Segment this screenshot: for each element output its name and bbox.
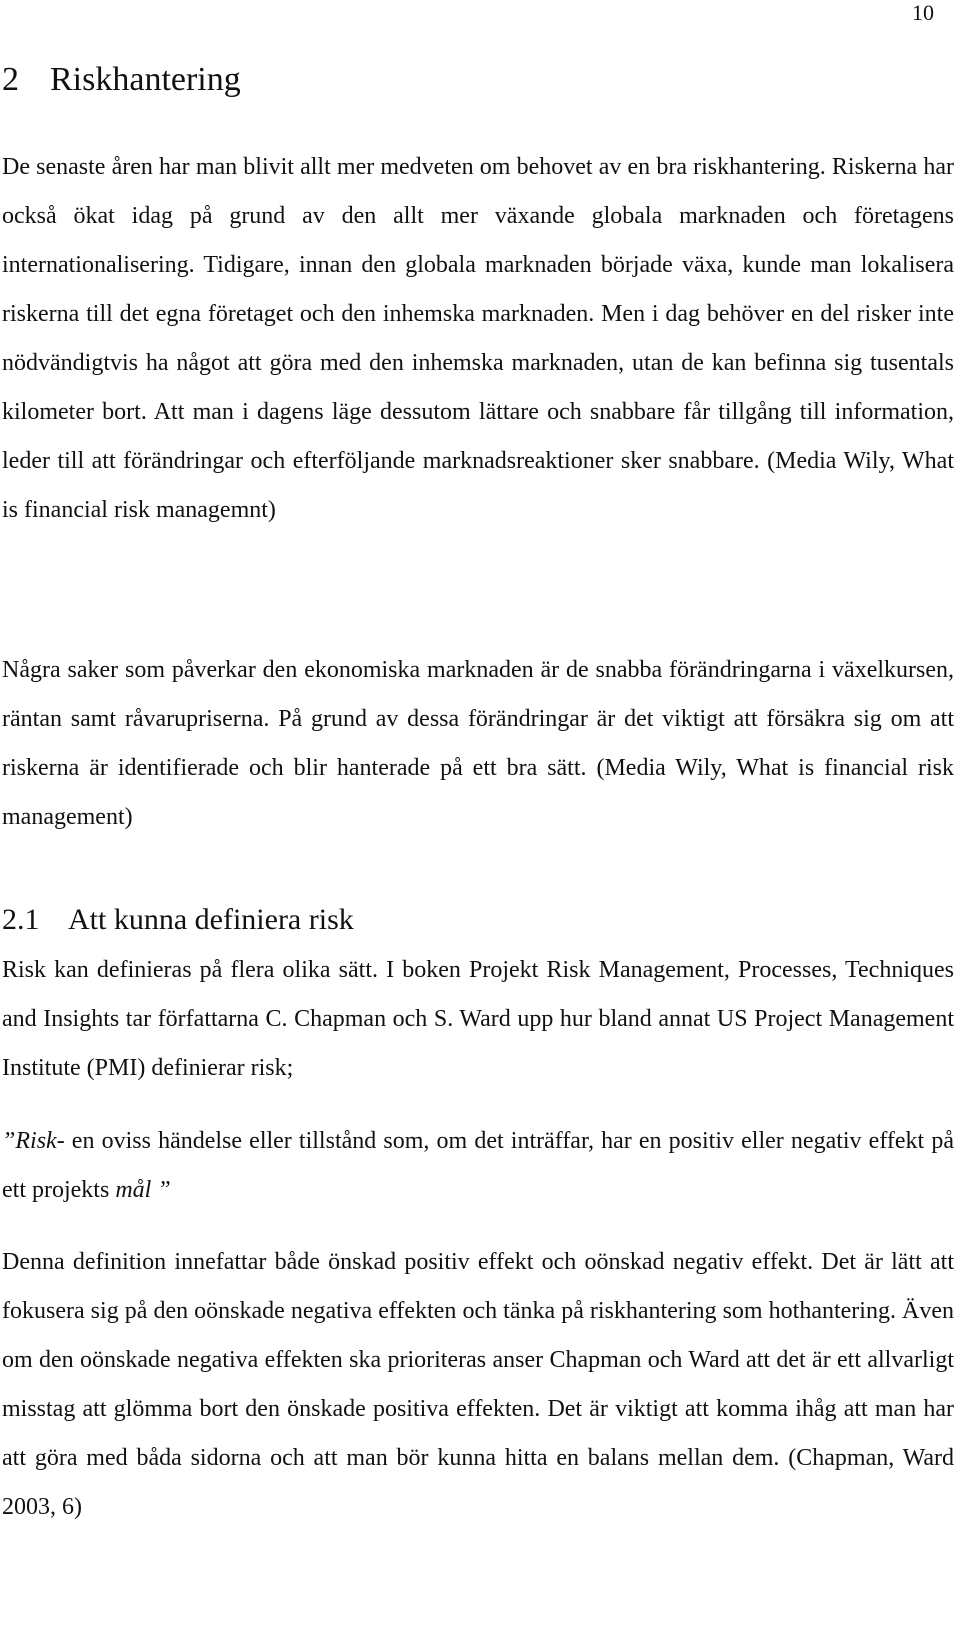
section-heading (2, 900, 354, 940)
paragraph-definition: Risk kan definieras på flera olika sätt. I boken Projekt Risk Management, Processes, Techniques and Insights tar författarna C. Chapman och S. Ward upp hur bland annat US Project Management Institute (PMI) definierar risk; (2, 957, 954, 1081)
quote-open-mark: ” (2, 1128, 16, 1154)
chapter-title: Riskhantering (50, 61, 241, 98)
quote-end-word: mål (115, 1177, 152, 1203)
quote-block (2, 1117, 954, 1215)
section-number: 2.1 (2, 903, 40, 936)
quote-term: Risk (15, 1128, 57, 1154)
paragraph-market: Några saker som påverkar den ekonomiska marknaden är de snabba förändringarna i växelkursen, räntan samt råvarupriserna. På grund av dessa förändringar är det viktigt att försäkra sig om att riskerna är identifierade och blir hanterade på ett bra sätt. (Media Wily, What is financial risk management) (2, 657, 954, 830)
paragraph-intro: De senaste åren har man blivit allt mer medveten om behovet av en bra riskhantering. Riskerna har också ökat idag på grund av den allt mer växande globala marknaden och företagens internationalisering. Tidigare, innan den globala marknaden började växa, kunde man lokalisera riskerna till det egna företaget och den inhemska marknaden. Men i dag behöver en del risker inte nödvändigtvis ha något att göra med den inhemska marknaden, utan de kan befinna sig tusentals kilometer bort. Att man i dagens läge dessutom lättare och snabbare får tillgång till information, leder till att förändringar och efterföljande marknadsreaktioner sker snabbare. (Media Wily, What is financial risk managemnt) (2, 154, 954, 523)
chapter-number: 2 (2, 61, 19, 98)
quote-close-mark: ” (151, 1177, 171, 1203)
page-number: 10 (912, 0, 934, 25)
quote-text: - en oviss händelse eller tillstånd som, om det inträffar, har en positiv eller negativ effekt på ett projekts (2, 1128, 954, 1203)
section-title: Att kunna definiera risk (68, 903, 354, 936)
paragraph-conclusion: Denna definition innefattar både önskad positiv effekt och oönskad negativ effekt. Det är lätt att fokusera sig på den oönskade negativa effekten och tänka på riskhantering som hothantering. Även om den oönskade negativa effekten ska prioriteras anser Chapman och Ward att det är ett allvarligt misstag att glömma bort den önskade positiva effekten. Det är viktigt att komma ihåg att man har att göra med båda sidorna och att man bör kunna hitta en balans mellan dem. (Chapman, Ward 2003, 6) (2, 1249, 954, 1520)
chapter-heading (2, 58, 241, 102)
